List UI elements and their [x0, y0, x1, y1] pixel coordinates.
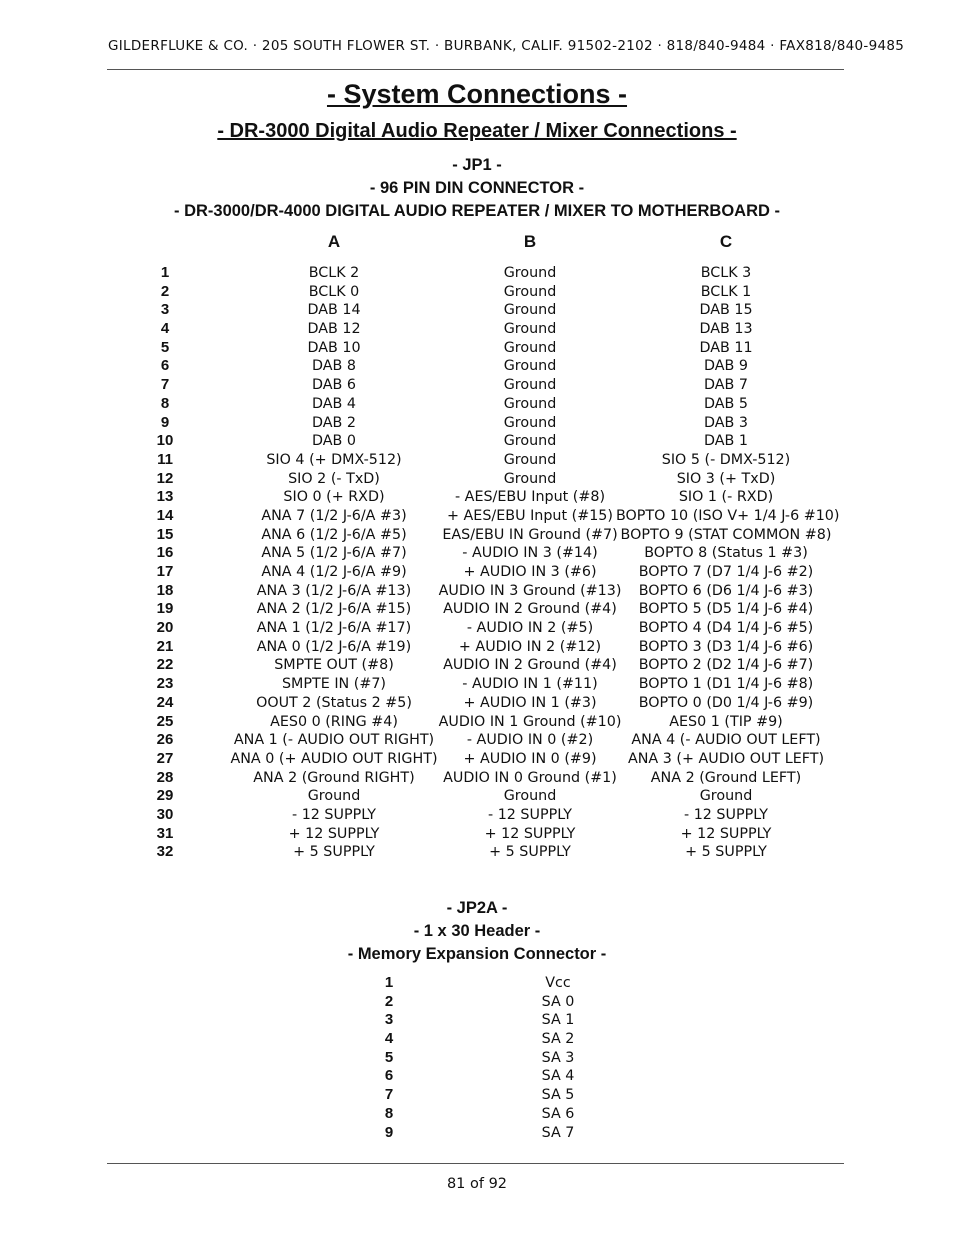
- table-row: [0, 750, 954, 769]
- jp2a-header-type: - 1 x 30 Header -: [413, 922, 541, 940]
- table-row: [0, 675, 954, 694]
- signal-name: SA 1: [541, 1012, 575, 1029]
- signal-name: SA 6: [541, 1105, 575, 1122]
- cell-b: AUDIO IN 3 Ground (#13): [438, 582, 622, 599]
- cell-c: DAB 9: [704, 358, 748, 375]
- pin-number: 27: [156, 749, 174, 767]
- cell-c: DAB 7: [704, 377, 748, 394]
- cell-a: OOUT 2 (Status 2 #5): [256, 694, 412, 711]
- cell-c: DAB 11: [699, 339, 753, 356]
- table-row: [0, 395, 954, 414]
- cell-a: ANA 6 (1/2 J-6/A #5): [261, 526, 407, 543]
- table-row: [0, 1030, 954, 1049]
- cell-b: EAS/EBU IN Ground (#7): [442, 526, 618, 543]
- cell-b: Ground: [503, 414, 557, 431]
- pin-number: 19: [156, 600, 174, 618]
- signal-name: SA 0: [541, 993, 575, 1010]
- pin-number: 8: [160, 394, 170, 412]
- footer-rule: [107, 1163, 844, 1164]
- page-header: GILDERFLUKE & CO. · 205 SOUTH FLOWER ST. · BURBANK, CALIF. 91502-2102 · 818/840-9484 · FAX818/840-9485: [108, 38, 905, 54]
- table-row: [0, 414, 954, 433]
- pin-number: 24: [156, 693, 174, 711]
- cell-a: SMPTE OUT (#8): [274, 657, 394, 674]
- signal-name: Vcc: [545, 975, 571, 991]
- cell-c: BOPTO 3 (D3 1/4 J-6 #6): [638, 638, 814, 655]
- table-row: [0, 264, 954, 283]
- cell-a: ANA 1 (1/2 J-6/A #17): [256, 620, 412, 637]
- cell-c: BOPTO 7 (D7 1/4 J-6 #2): [638, 564, 814, 580]
- pin-number: 15: [156, 525, 174, 543]
- cell-b: Ground: [503, 451, 557, 468]
- pin-number: 32: [156, 843, 174, 861]
- cell-b: - 12 SUPPLY: [487, 806, 573, 823]
- signal-name: SA 3: [541, 1049, 575, 1066]
- table-row: [0, 544, 954, 563]
- pin-number: 12: [156, 469, 174, 487]
- cell-b: + AUDIO IN 1 (#3): [463, 694, 597, 711]
- table-row: [0, 283, 954, 302]
- cell-a: ANA 5 (1/2 J-6/A #7): [261, 545, 407, 562]
- table-row: [0, 713, 954, 732]
- page-number: 81 of 92: [446, 1176, 508, 1192]
- cell-c: BOPTO 5 (D5 1/4 J-6 #4): [638, 601, 814, 618]
- column-header-b: B: [523, 232, 537, 251]
- table-row: [0, 488, 954, 507]
- cell-a: SMPTE IN (#7): [281, 676, 387, 693]
- cell-a: ANA 2 (Ground RIGHT): [253, 769, 415, 786]
- cell-a: DAB 4: [312, 395, 356, 412]
- cell-c: ANA 2 (Ground LEFT): [650, 769, 802, 786]
- cell-b: + AES/EBU Input (#15): [447, 507, 613, 524]
- section-subtitle: - DR-3000 Digital Audio Repeater / Mixer Connections -: [217, 120, 737, 142]
- pin-number: 14: [156, 506, 174, 524]
- cell-a: SIO 2 (- TxD): [288, 470, 380, 487]
- jp2a-pin-table: [0, 974, 954, 1142]
- table-row: [0, 376, 954, 395]
- pin-number: 11: [157, 450, 173, 468]
- cell-c: + 5 SUPPLY: [685, 844, 767, 861]
- cell-a: DAB 2: [312, 414, 356, 431]
- table-row: [0, 600, 954, 619]
- jp2a-description: - Memory Expansion Connector -: [347, 945, 607, 963]
- table-row: [0, 731, 954, 750]
- pin-number: 5: [384, 1048, 394, 1066]
- table-row: [0, 619, 954, 638]
- page-title: - System Connections -: [326, 79, 628, 109]
- cell-a: DAB 12: [307, 321, 361, 338]
- cell-b: + AUDIO IN 0 (#9): [463, 750, 597, 767]
- table-row: [0, 432, 954, 451]
- cell-c: BOPTO 4 (D4 1/4 J-6 #5): [638, 620, 814, 637]
- cell-b: Ground: [503, 433, 557, 450]
- jp1-heading: - JP1 -: [452, 156, 502, 174]
- pin-number: 25: [156, 712, 174, 730]
- cell-a: SIO 4 (+ DMX-512): [266, 451, 402, 468]
- cell-b: + 12 SUPPLY: [484, 825, 576, 842]
- table-row: [0, 787, 954, 806]
- pin-number: 29: [156, 787, 174, 805]
- signal-name: SA 5: [541, 1087, 575, 1104]
- cell-c: BCLK 1: [700, 283, 752, 300]
- table-row: [0, 656, 954, 675]
- cell-b: Ground: [503, 321, 557, 338]
- jp1-pin-table: [0, 264, 954, 862]
- jp2a-heading: - JP2A -: [446, 899, 508, 917]
- cell-b: AUDIO IN 2 Ground (#4): [443, 657, 617, 674]
- pin-number: 20: [156, 619, 174, 637]
- pin-number: 5: [160, 338, 170, 356]
- cell-a: DAB 14: [307, 302, 361, 319]
- cell-c: BOPTO 6 (D6 1/4 J-6 #3): [638, 582, 814, 599]
- cell-a: AES0 0 (RING #4): [270, 713, 398, 730]
- pin-number: 7: [384, 1086, 394, 1104]
- table-row: [0, 638, 954, 657]
- pin-number: 9: [384, 1123, 394, 1141]
- cell-a: DAB 6: [312, 377, 356, 394]
- pin-number: 1: [160, 264, 170, 281]
- cell-b: Ground: [503, 302, 557, 319]
- table-row: [0, 974, 954, 993]
- pin-number: 30: [156, 805, 174, 823]
- table-row: [0, 1067, 954, 1086]
- cell-b: Ground: [503, 788, 557, 805]
- cell-a: ANA 2 (1/2 J-6/A #15): [256, 601, 412, 618]
- pin-number: 18: [156, 581, 174, 599]
- table-row: [0, 582, 954, 601]
- cell-c: BCLK 3: [700, 265, 752, 281]
- header-rule: [107, 69, 844, 70]
- pin-number: 10: [156, 432, 174, 450]
- cell-b: Ground: [503, 470, 557, 487]
- cell-a: DAB 0: [312, 433, 356, 450]
- cell-a: ANA 3 (1/2 J-6/A #13): [256, 582, 412, 599]
- pin-number: 13: [156, 488, 174, 506]
- jp1-heading-block: [0, 154, 954, 223]
- cell-c: ANA 3 (+ AUDIO OUT LEFT): [627, 750, 825, 767]
- cell-b: - AUDIO IN 2 (#5): [466, 620, 594, 637]
- pin-number: 23: [156, 675, 174, 693]
- cell-a: + 5 SUPPLY: [293, 844, 375, 861]
- jp1-connector-type: - 96 PIN DIN CONNECTOR -: [369, 179, 585, 197]
- cell-b: - AUDIO IN 1 (#11): [462, 676, 598, 693]
- cell-c: DAB 13: [699, 321, 753, 338]
- cell-a: DAB 8: [312, 358, 356, 375]
- cell-c: DAB 15: [699, 302, 753, 319]
- pin-number: 7: [160, 376, 170, 394]
- cell-a: BCLK 2: [308, 265, 360, 281]
- cell-b: AUDIO IN 1 Ground (#10): [438, 713, 622, 730]
- cell-b: Ground: [503, 265, 557, 281]
- pin-number: 6: [384, 1067, 394, 1085]
- cell-c: BOPTO 2 (D2 1/4 J-6 #7): [638, 657, 814, 674]
- pin-number: 31: [156, 824, 174, 842]
- cell-b: + AUDIO IN 3 (#6): [463, 564, 597, 580]
- pin-number: 3: [160, 301, 170, 319]
- column-header-c: C: [719, 232, 733, 251]
- pin-number: 26: [156, 731, 174, 749]
- table-row: [0, 301, 954, 320]
- column-header-a: A: [327, 232, 341, 251]
- table-row: [0, 563, 954, 582]
- pin-number: 2: [160, 282, 170, 300]
- cell-b: Ground: [503, 283, 557, 300]
- pin-number: 22: [156, 656, 174, 674]
- cell-a: BCLK 0: [308, 283, 360, 300]
- cell-b: + AUDIO IN 2 (#12): [458, 638, 602, 655]
- table-row: [0, 1105, 954, 1124]
- cell-b: Ground: [503, 395, 557, 412]
- table-row: [0, 451, 954, 470]
- cell-a: ANA 0 (+ AUDIO OUT RIGHT): [230, 750, 438, 767]
- cell-c: + 12 SUPPLY: [680, 825, 772, 842]
- pin-number: 4: [384, 1030, 394, 1048]
- cell-b: + 5 SUPPLY: [489, 844, 571, 861]
- pin-number: 8: [384, 1104, 394, 1122]
- pin-number: 9: [160, 413, 170, 431]
- cell-b: AUDIO IN 0 Ground (#1): [443, 769, 617, 786]
- pin-number: 6: [160, 357, 170, 375]
- cell-a: ANA 7 (1/2 J-6/A #3): [261, 507, 407, 524]
- cell-a: SIO 0 (+ RXD): [283, 489, 385, 506]
- signal-name: SA 7: [541, 1124, 575, 1141]
- cell-c: BOPTO 9 (STAT COMMON #8): [620, 526, 832, 543]
- cell-a: Ground: [307, 788, 361, 805]
- table-row: [0, 806, 954, 825]
- cell-b: - AUDIO IN 3 (#14): [462, 545, 598, 562]
- cell-c: BOPTO 0 (D0 1/4 J-6 #9): [638, 694, 814, 711]
- pin-number: 1: [384, 974, 394, 991]
- table-row: [0, 470, 954, 489]
- table-row: [0, 357, 954, 376]
- pin-number: 28: [156, 768, 174, 786]
- pin-number: 2: [384, 992, 394, 1010]
- table-row: [0, 1124, 954, 1143]
- cell-a: ANA 0 (1/2 J-6/A #19): [256, 638, 412, 655]
- cell-c: SIO 1 (- RXD): [678, 489, 774, 506]
- table-row: [0, 1011, 954, 1030]
- cell-c: - 12 SUPPLY: [683, 806, 769, 823]
- table-row: [0, 769, 954, 788]
- pin-number: 21: [156, 637, 174, 655]
- cell-c: BOPTO 10 (ISO V+ 1/4 J-6 #10): [616, 507, 840, 524]
- signal-name: SA 2: [541, 1031, 575, 1048]
- cell-c: DAB 5: [704, 395, 748, 412]
- cell-c: AES0 1 (TIP #9): [669, 713, 783, 730]
- cell-b: Ground: [503, 339, 557, 356]
- cell-c: SIO 5 (- DMX-512): [661, 451, 791, 468]
- table-row: [0, 694, 954, 713]
- pin-number: 4: [160, 320, 170, 338]
- cell-c: SIO 3 (+ TxD): [676, 470, 776, 487]
- cell-c: ANA 4 (- AUDIO OUT LEFT): [631, 732, 821, 749]
- cell-b: Ground: [503, 377, 557, 394]
- table-row: [0, 1086, 954, 1105]
- cell-b: Ground: [503, 358, 557, 375]
- table-row: [0, 993, 954, 1012]
- table-row: [0, 526, 954, 545]
- table-row: [0, 507, 954, 526]
- table-row: [0, 843, 954, 862]
- signal-name: SA 4: [541, 1068, 575, 1085]
- pin-number: 3: [384, 1011, 394, 1029]
- cell-a: DAB 10: [307, 339, 361, 356]
- cell-b: AUDIO IN 2 Ground (#4): [443, 601, 617, 618]
- table-row: [0, 1049, 954, 1068]
- table-row: [0, 825, 954, 844]
- cell-a: - 12 SUPPLY: [291, 806, 377, 823]
- cell-a: ANA 4 (1/2 J-6/A #9): [261, 564, 407, 580]
- pin-number: 17: [156, 563, 174, 580]
- cell-c: BOPTO 8 (Status 1 #3): [644, 545, 808, 562]
- table-row: [0, 320, 954, 339]
- pin-number: 16: [156, 544, 174, 562]
- cell-c: BOPTO 1 (D1 1/4 J-6 #8): [638, 676, 814, 693]
- cell-c: DAB 3: [704, 414, 748, 431]
- jp1-description: - DR-3000/DR-4000 DIGITAL AUDIO REPEATER / MIXER TO MOTHERBOARD -: [174, 202, 780, 220]
- cell-a: ANA 1 (- AUDIO OUT RIGHT): [233, 732, 435, 749]
- cell-b: - AES/EBU Input (#8): [454, 489, 606, 506]
- cell-c: DAB 1: [704, 433, 748, 450]
- cell-c: Ground: [699, 788, 753, 805]
- cell-b: - AUDIO IN 0 (#2): [466, 732, 594, 749]
- table-row: [0, 339, 954, 358]
- cell-a: + 12 SUPPLY: [288, 825, 380, 842]
- jp2a-heading-block: [0, 897, 954, 966]
